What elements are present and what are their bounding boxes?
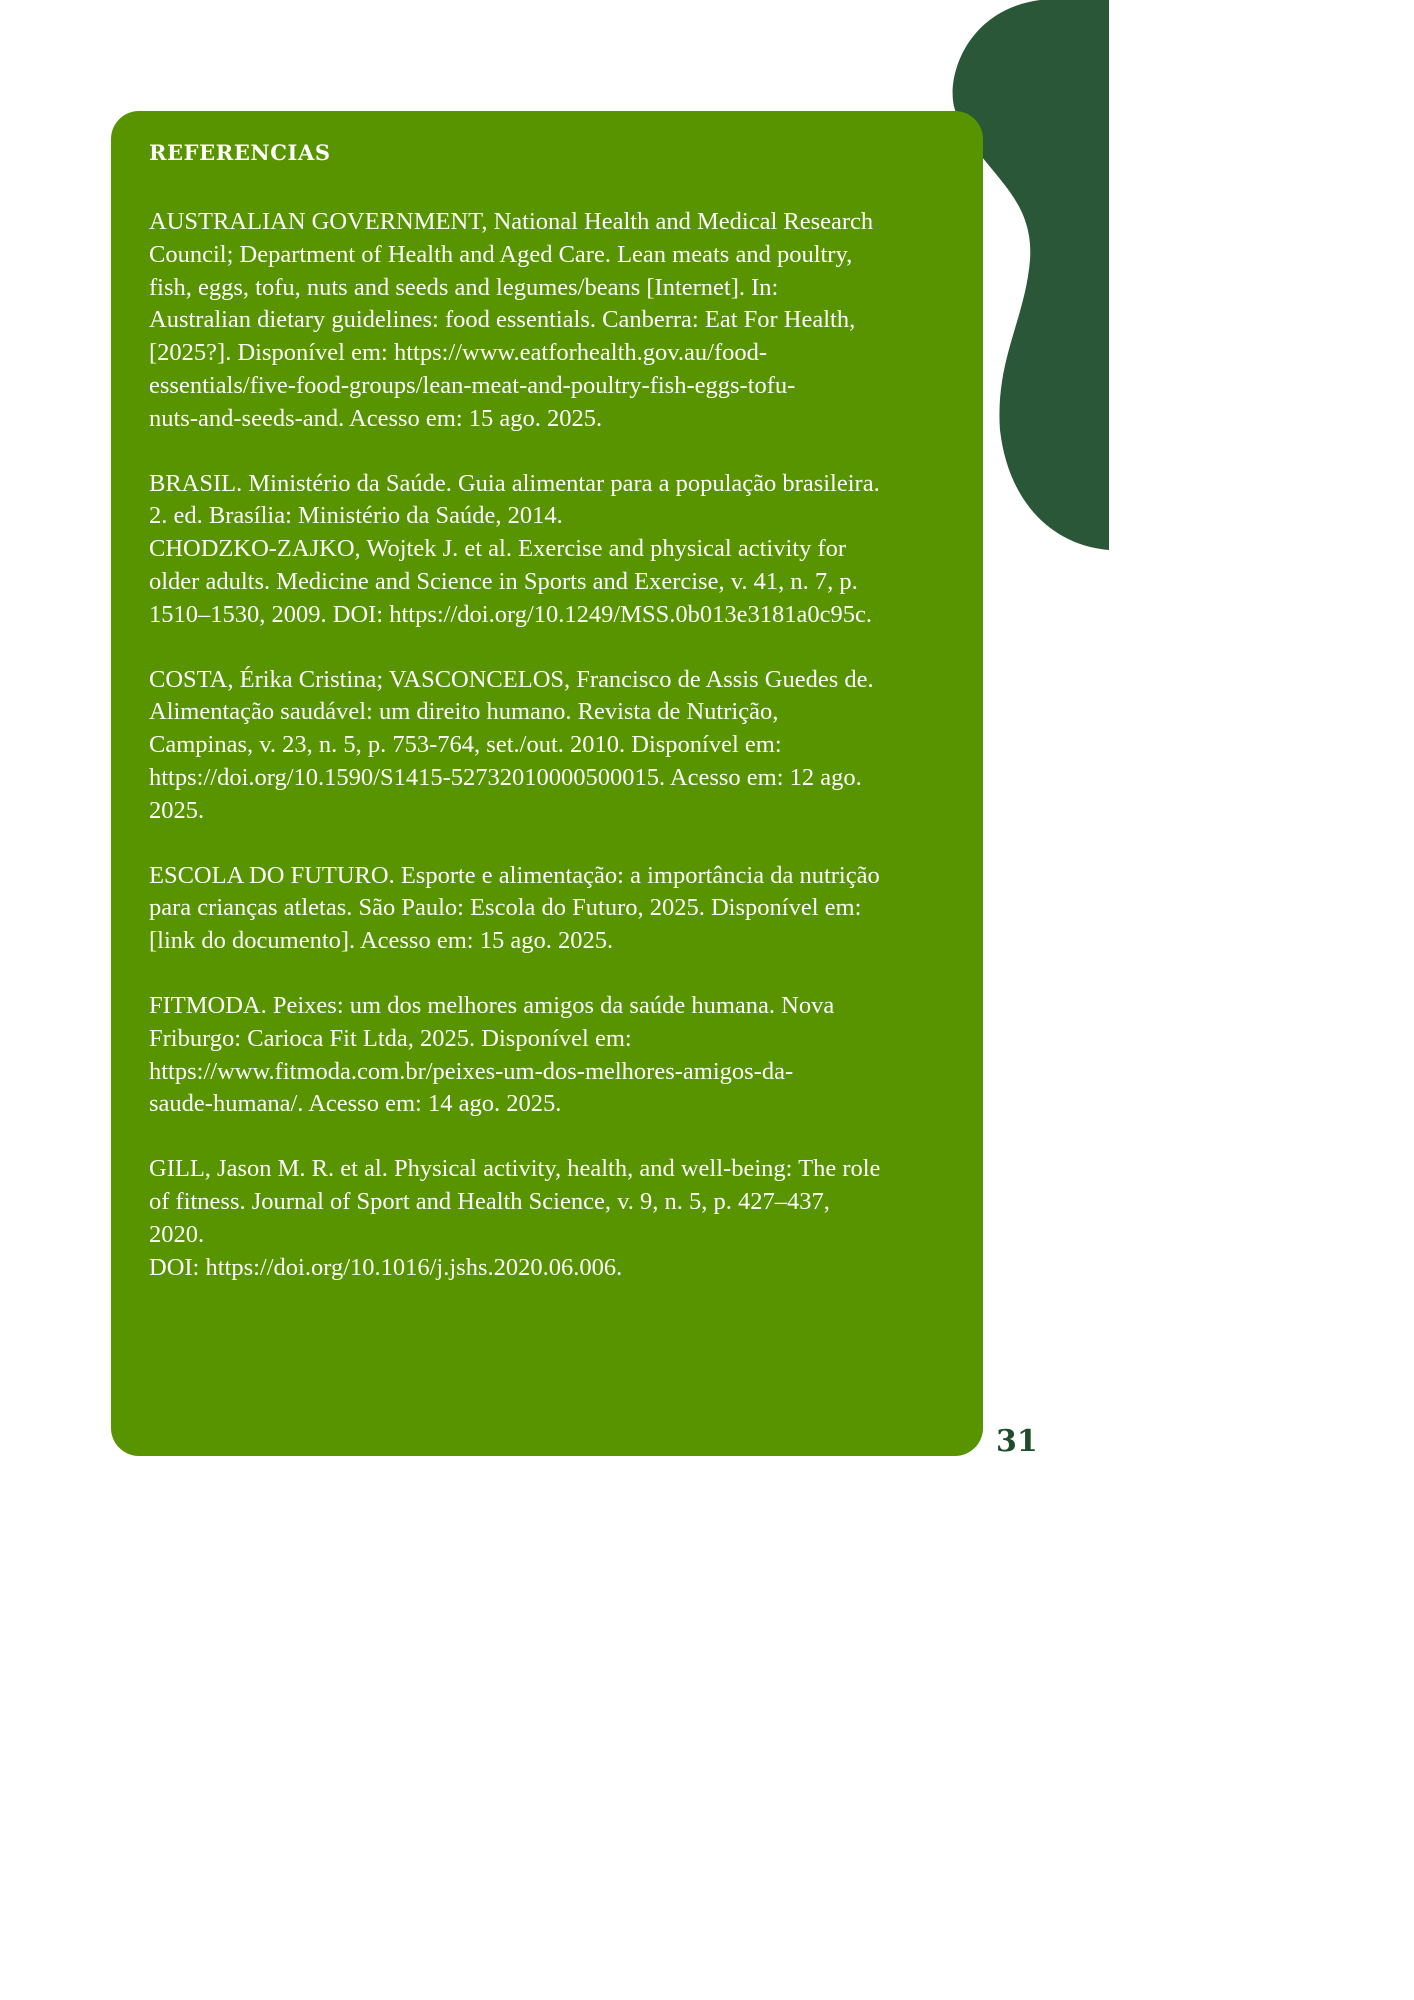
reference-item: AUSTRALIAN GOVERNMENT, National Health and Medical Research Council; Department of Health and Aged Care. Lean meats and poultry, fish, eggs, tofu, nuts and seeds and legumes/beans [Internet]. In: Australian dietary guidelines: food essentials. Canberra: Eat For Health, [2025?]. Disponível em: https://www.eatforhealth.gov.au/food- essentials/five-food-groups/lean-meat-and-poultry-fish-eggs-tofu- nuts-and-seeds-and. Acesso em: 15 ago. 2025.	[149, 208, 874, 432]
reference-item: GILL, Jason M. R. et al. Physical activity, health, and well-being: The role of fitness. Journal of Sport and Health Science, v. 9, n. 5, p. 427–437, 2020. DOI: https://doi.org/10.1016/j.jshs.2020.06.006.	[149, 1155, 881, 1281]
reference-item: FITMODA. Peixes: um dos melhores amigos da saúde humana. Nova Friburgo: Carioca Fit Ltda, 2025. Disponível em: https://www.fitmoda.com.br/peixes-um-dos-melhores-amigos-da- saude-humana/. Acesso em: 14 ago. 2025.	[149, 991, 835, 1118]
reference-item: BRASIL. Ministério da Saúde. Guia alimentar para a população brasileira. 2. ed. Brasília: Ministério da Saúde, 2014.	[149, 469, 880, 530]
references-heading: REFERENCIAS	[149, 140, 331, 165]
references-card	[111, 111, 983, 1456]
reference-item: COSTA, Érika Cristina; VASCONCELOS, Francisco de Assis Guedes de. Alimentação saudável: um direito humano. Revista de Nutrição, Campinas, v. 23, n. 5, p. 753-764, set./out. 2010. Disponível em: https://doi.org/10.1590/S1415-52732010000500015. Acesso em: 12 ago. 2025.	[149, 665, 874, 824]
references-list	[149, 206, 959, 1284]
reference-item: ESCOLA DO FUTURO. Esporte e alimentação: a importância da nutrição para crianças atletas. São Paulo: Escola do Futuro, 2025. Disponível em: [link do documento]. Acesso em: 15 ago. 2025.	[149, 861, 880, 955]
reference-item: CHODZKO-ZAJKO, Wojtek J. et al. Exercise and physical activity for older adults. Medicine and Science in Sports and Exercise, v. 41, n. 7, p. 1510–1530, 2009. DOI: https://doi.org/10.1249/MSS.0b013e3181a0c95c.	[149, 535, 872, 628]
page-number: 31	[996, 1424, 1038, 1459]
